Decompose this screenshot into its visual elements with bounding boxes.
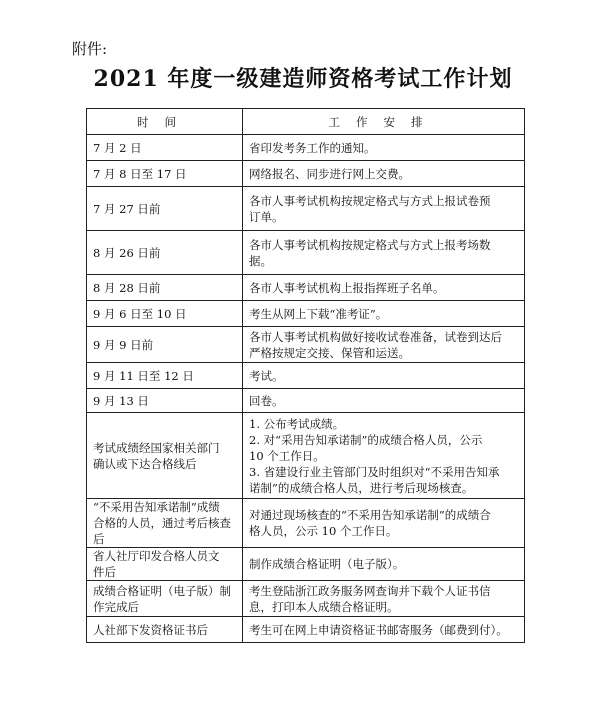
- table-row: [87, 135, 525, 161]
- time-cell: [87, 327, 243, 363]
- task-cell: [243, 161, 525, 187]
- column-header-work: 工作安排: [243, 109, 525, 135]
- task-cell: [243, 275, 525, 301]
- time-line: 9 月 9 日前: [93, 337, 154, 352]
- time-cell: [87, 301, 243, 327]
- table-row: [87, 413, 525, 499]
- task-line: 1. 公布考试成绩。: [249, 416, 345, 431]
- task-line: 考生可在网上申请资格证书邮寄服务（邮费到付）。: [249, 622, 508, 637]
- time-line: 合格的人员，通过考后核查: [93, 516, 231, 530]
- task-line: 各市人事考试机构按规定格式与方式上报考场数: [249, 237, 491, 252]
- time-cell: [87, 363, 243, 389]
- time-cell: [87, 413, 243, 499]
- task-cell: [243, 135, 525, 161]
- task-cell: [243, 231, 525, 275]
- task-cell: [243, 617, 525, 643]
- table-row: [87, 389, 525, 413]
- time-cell: [87, 275, 243, 301]
- task-line: 考试。: [249, 368, 284, 383]
- task-line: 各市人事考试机构按规定格式与方式上报试卷预: [249, 193, 491, 208]
- task-line: 网络报名、同步进行网上交费。: [249, 166, 410, 181]
- time-line: 考试成绩经国家相关部门: [93, 440, 220, 455]
- time-line: 确认或下达合格线后: [93, 456, 197, 471]
- table-header-row: [87, 109, 525, 135]
- time-cell: [87, 187, 243, 231]
- time-line: “不采用告知承诺制”成绩: [93, 500, 220, 514]
- time-line: 件后: [93, 565, 116, 579]
- table-row: [87, 327, 525, 363]
- time-line: 7 月 2 日: [93, 140, 142, 155]
- task-line: 回卷。: [249, 393, 284, 408]
- task-line: 诺制”的成绩合格人员，进行考后现场核查。: [249, 480, 474, 495]
- task-cell: [243, 581, 525, 617]
- time-line: 7 月 8 日至 17 日: [93, 166, 187, 181]
- table-row: [87, 275, 525, 301]
- table-row: [87, 363, 525, 389]
- task-line: 考生登陆浙江政务服务网查询并下载个人证书信: [249, 583, 491, 598]
- document-title: 2021 年度一级建造师资格考试工作计划: [93, 66, 513, 92]
- task-line: 3. 省建设行业主管部门及时组织对“不采用告知承: [249, 464, 500, 479]
- time-line: 9 月 13 日: [93, 393, 149, 408]
- task-line: 息，打印本人成绩合格证明。: [249, 599, 399, 614]
- column-header-time: 时间: [87, 109, 243, 135]
- time-cell: [87, 135, 243, 161]
- table-row: [87, 231, 525, 275]
- table-row: [87, 187, 525, 231]
- task-line: 各市人事考试机构上报指挥班子名单。: [249, 280, 445, 295]
- attachment-label: 附件:: [72, 40, 108, 58]
- task-line: 格人员，公示 10 个工作日。: [249, 524, 398, 538]
- time-cell: [87, 231, 243, 275]
- task-line: 严格按规定交接、保管和运送。: [249, 345, 410, 360]
- time-cell: [87, 617, 243, 643]
- time-line: 9 月 11 日至 12 日: [93, 368, 194, 383]
- table-row: [87, 301, 525, 327]
- table-row: [87, 581, 525, 617]
- time-cell: [87, 548, 243, 581]
- task-line: 据。: [249, 253, 272, 268]
- work-plan-table: [86, 108, 525, 643]
- table-row: [87, 161, 525, 187]
- task-cell: [243, 499, 525, 548]
- time-line: 作完成后: [93, 599, 139, 614]
- time-line: 人社部下发资格证书后: [93, 622, 208, 637]
- table-row: [87, 499, 525, 548]
- task-line: 10 个工作日。: [249, 448, 325, 463]
- task-line: 对通过现场核查的“不采用告知承诺制”的成绩合: [249, 508, 491, 522]
- task-cell: [243, 301, 525, 327]
- table-row: [87, 548, 525, 581]
- task-cell: [243, 187, 525, 231]
- time-line: 8 月 26 日前: [93, 245, 161, 260]
- time-line: 省人社厅印发合格人员文: [93, 549, 220, 563]
- task-line: 订单。: [249, 209, 284, 224]
- time-line: 9 月 6 日至 10 日: [93, 306, 187, 321]
- task-cell: [243, 548, 525, 581]
- task-line: 考生从网上下载“准考证”。: [249, 306, 388, 321]
- time-cell: [87, 161, 243, 187]
- task-line: 省印发考务工作的通知。: [249, 140, 376, 155]
- time-line: 7 月 27 日前: [93, 201, 161, 216]
- time-line: 8 月 28 日前: [93, 280, 161, 295]
- time-cell: [87, 499, 243, 548]
- time-cell: [87, 389, 243, 413]
- time-cell: [87, 581, 243, 617]
- time-line: 后: [93, 532, 105, 546]
- task-cell: [243, 327, 525, 363]
- task-line: 制作成绩合格证明（电子版）。: [249, 557, 405, 571]
- time-line: 成绩合格证明（电子版）制: [93, 583, 231, 598]
- table-row: [87, 617, 525, 643]
- task-line: 各市人事考试机构做好接收试卷准备，试卷到达后: [249, 329, 502, 344]
- task-line: 2. 对“采用告知承诺制”的成绩合格人员，公示: [249, 432, 483, 447]
- task-cell: [243, 389, 525, 413]
- task-cell: [243, 413, 525, 499]
- task-cell: [243, 363, 525, 389]
